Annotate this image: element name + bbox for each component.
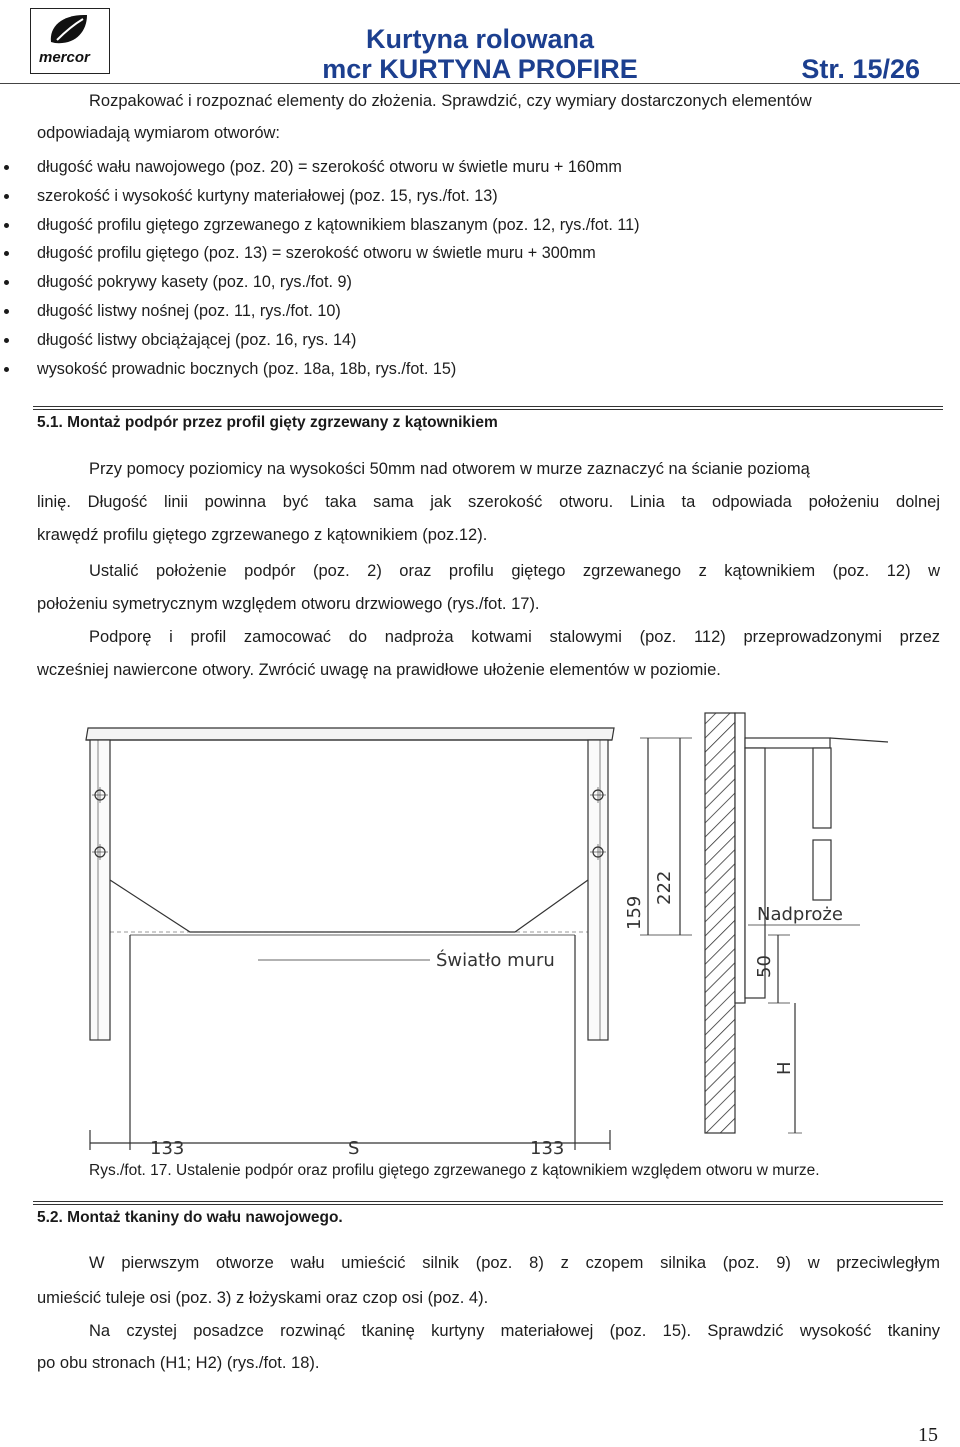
dim-right-label: 133 — [530, 1138, 565, 1159]
paragraph-line: Podporę i profil zamocować do nadproża kotwami stalowymi (poz. 112) przeprowadzonymi przez — [89, 628, 940, 646]
list-item: długość profilu giętego (poz. 13) = szerokość otworu w świetle muru + 300mm — [4, 239, 640, 268]
list-item: długość listwy nośnej (poz. 11, rys./fot. 10) — [4, 297, 640, 326]
intro-line-1: Rozpakować i rozpoznać elementy do złożenia. Sprawdzić, czy wymiary dostarczonych elementów — [89, 92, 812, 110]
profile-bent-face — [110, 880, 588, 932]
list-item: szerokość i wysokość kurtyny materiałowej (poz. 15, rys./fot. 13) — [4, 182, 640, 211]
opening-label: Światło muru — [436, 950, 555, 971]
lintel-wall-section — [705, 713, 735, 1133]
intro-line-2: odpowiadają wymiarom otworów: — [37, 124, 281, 142]
dim-h-label: H — [774, 1061, 795, 1075]
product-name: mcr KURTYNA PROFIRE — [322, 54, 638, 84]
paragraph-line: Ustalić położenie podpór (poz. 2) oraz profilu giętego zgrzewanego z kątownikiem (poz. 12) w — [89, 562, 940, 580]
profile-top-plate — [86, 728, 614, 740]
list-item: długość listwy obciążającej (poz. 16, rys. 14) — [4, 326, 640, 355]
page-indicator: Str. 15/26 — [801, 54, 920, 84]
paragraph-line: Na czystej posadzce rozwinąć tkaninę kurtyny materiałowej (poz. 15). Sprawdzić wysokość tkaniny — [89, 1322, 940, 1340]
mercor-logo — [30, 8, 110, 74]
logo-wordmark: mercor — [39, 49, 90, 66]
section-5-1-heading: 5.1. Montaż podpór przez profil gięty zgrzewany z kątownikiem — [37, 414, 498, 431]
section-5-2-heading: 5.2. Montaż tkaniny do wału nawojowego. — [37, 1209, 343, 1226]
section-divider — [33, 1201, 943, 1205]
list-item: długość wału nawojowego (poz. 20) = szerokość otworu w świetle muru + 160mm — [4, 153, 640, 182]
right-support — [588, 740, 608, 1040]
left-support — [90, 740, 110, 1040]
paragraph-line: umieścić tuleje osi (poz. 3) z łożyskami oraz czop osi (poz. 4). — [37, 1289, 489, 1307]
paragraph-line: W pierwszym otworze wału umieścić silnik (poz. 8) z czopem silnika (poz. 9) w przeciwległym — [89, 1254, 940, 1272]
paragraph-line: po obu stronach (H1; H2) (rys./fot. 18). — [37, 1354, 320, 1372]
list-item: wysokość prowadnic bocznych (poz. 18a, 18b, rys./fot. 15) — [4, 355, 640, 384]
paragraph-line: krawędź profilu giętego zgrzewanego z kątownikiem (poz.12). — [37, 526, 488, 544]
list-item: długość pokrywy kasety (poz. 10, rys./fot. 9) — [4, 268, 640, 297]
paragraph-line: linię. Długość linii powinna być taka sama jak szerokość otworu. Linia ta odpowiada położeniu dolnej — [37, 493, 940, 511]
document-title: Kurtyna rolowana — [365, 24, 595, 54]
mounting-holes — [92, 787, 606, 860]
mounting-drawing — [0, 700, 960, 1160]
lintel-label: Nadproże — [757, 904, 843, 925]
dim-159-label: 159 — [624, 895, 645, 930]
figure-caption: Rys./fot. 17. Ustalenie podpór oraz profilu giętego zgrzewanego z kątownikiem względem otworu w murze. — [89, 1162, 820, 1179]
list-item: długość profilu giętego zgrzewanego z kątownikiem blaszanym (poz. 12, rys./fot. 11) — [4, 211, 640, 240]
dim-222-label: 222 — [654, 870, 675, 905]
paragraph-line: wcześniej nawiercone otwory. Zwrócić uwagę na prawidłowe ułożenie elementów w poziomie. — [37, 661, 721, 679]
paragraph-line: położeniu symetrycznym względem otworu drzwiowego (rys./fot. 17). — [37, 595, 540, 613]
dim-left-label: 133 — [150, 1138, 185, 1159]
dim-50-label: 50 — [754, 955, 775, 978]
dim-span-label: S — [348, 1138, 360, 1159]
paragraph-line: Przy pomocy poziomicy na wysokości 50mm nad otworem w murze zaznaczyć na ścianie poziomą — [89, 460, 810, 478]
leaf-icon — [45, 12, 93, 48]
page-number: 15 — [918, 1424, 938, 1446]
header-divider — [0, 83, 960, 84]
section-divider — [33, 406, 943, 410]
dimension-checklist — [4, 153, 640, 383]
